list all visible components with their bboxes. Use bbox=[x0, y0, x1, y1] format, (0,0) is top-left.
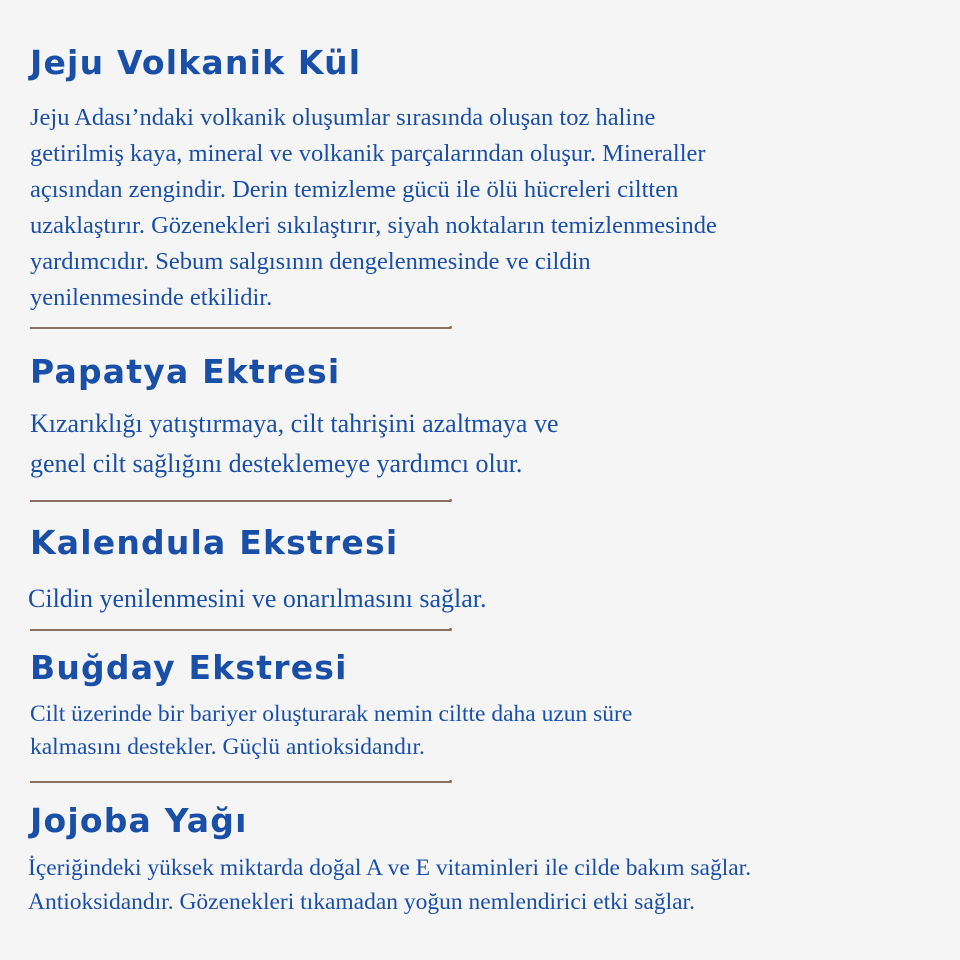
section-papatya-ektresi bbox=[30, 352, 930, 484]
section-body bbox=[30, 698, 930, 764]
section-title: Papatya Ektresi bbox=[30, 352, 341, 391]
section-jeju-volkanik-kul bbox=[30, 43, 930, 316]
divider bbox=[30, 327, 450, 329]
body-line: İçeriğindeki yüksek miktarda doğal A ve E vitaminleri ile cilde bakım sağlar. bbox=[28, 855, 752, 881]
body-line: uzaklaştırır. Gözenekleri sıkılaştırır, siyah noktaların temizlenmesinde bbox=[30, 212, 717, 239]
divider bbox=[30, 500, 450, 502]
section-jojoba-yagi bbox=[30, 801, 930, 919]
body-line: getirilmiş kaya, mineral ve volkanik parçalarından oluşur. Mineraller bbox=[30, 140, 706, 167]
section-body bbox=[30, 100, 930, 316]
body-line: Cildin yenilenmesini ve onarılmasını sağlar. bbox=[28, 584, 487, 613]
section-body bbox=[30, 851, 930, 919]
body-line: yenilenmesinde etkilidir. bbox=[30, 284, 273, 311]
section-bugday-ekstresi bbox=[30, 648, 930, 764]
body-line: Kızarıklığı yatıştırmaya, cilt tahrişini azaltmaya ve bbox=[30, 409, 559, 438]
divider bbox=[30, 629, 450, 631]
body-line: Cilt üzerinde bir bariyer oluşturarak nemin ciltte daha uzun süre bbox=[30, 701, 633, 727]
section-title: Buğday Ekstresi bbox=[30, 648, 348, 687]
section-title: Kalendula Ekstresi bbox=[30, 523, 399, 562]
body-line: yardımcıdır. Sebum salgısının dengelenmesinde ve cildin bbox=[30, 248, 591, 275]
body-line: Antioksidandır. Gözenekleri tıkamadan yoğun nemlendirici etki sağlar. bbox=[28, 889, 695, 915]
section-kalendula-ekstresi bbox=[30, 523, 930, 619]
body-line: Jeju Adası’ndaki volkanik oluşumlar sırasında oluşan toz haline bbox=[30, 104, 656, 131]
body-line: genel cilt sağlığını desteklemeye yardımcı olur. bbox=[30, 449, 523, 478]
divider bbox=[30, 781, 450, 783]
body-line: açısından zengindir. Derin temizleme gücü ile ölü hücreleri ciltten bbox=[30, 176, 679, 203]
section-title: Jeju Volkanik Kül bbox=[30, 43, 362, 82]
section-body bbox=[30, 404, 930, 484]
body-line: kalmasını destekler. Güçlü antioksidandır. bbox=[30, 734, 425, 760]
section-body bbox=[30, 579, 930, 619]
section-title: Jojoba Yağı bbox=[30, 801, 248, 840]
